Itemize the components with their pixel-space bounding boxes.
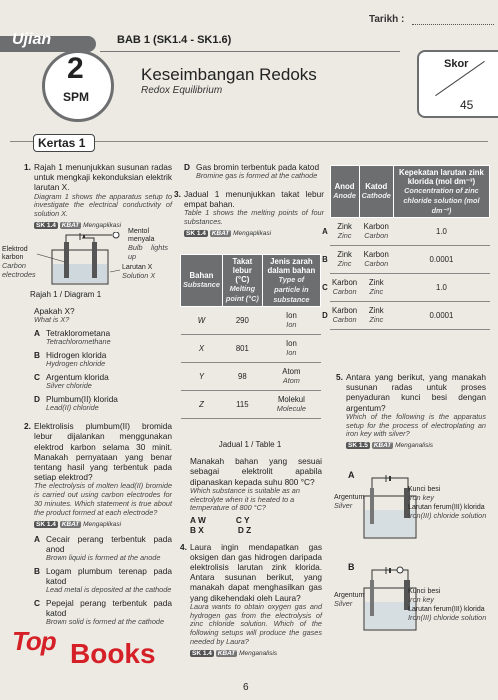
silver-label-b: Argentum Silver (334, 592, 365, 608)
column-2-lower (180, 440, 322, 660)
question-number: 4. (180, 541, 187, 552)
question-number: 1. (24, 162, 31, 172)
question-text-en: Laura wants to obtain oxygen gas and hydrogen gas from the electrolysis of zinc chloride solution. Which of the following setups will produce the gases needed by Laura? (190, 601, 322, 647)
topbooks-logo: Top Books (12, 626, 156, 669)
table-caption: Jadual 1 / Table 1 (218, 440, 282, 449)
question-text-en: Which of the following is the apparatus setup for the process of electroplating an iron key with silver? (346, 411, 486, 439)
electrode-label: Elektrod karbon Carbon electrodes (2, 246, 36, 279)
question-text-en: Diagram 1 shows the apparatus setup to investigate the electrical conductivity of solution X. (34, 191, 172, 219)
option-d[interactable]: D Plumbum(II) klorida Lead(II) chloride (34, 394, 118, 413)
table-row[interactable]: B Zink Zinc Karbon Carbon 0.0001 (320, 246, 490, 274)
silver-label-a: Argentum Silver (334, 494, 365, 510)
question-ask-en: What is X? (34, 315, 70, 325)
option-d[interactable]: D Gas bromin terbentuk pada katod Bromine gas is formed at the cathode (184, 162, 320, 181)
iron-key-label-b: Kunci besi Iron key (408, 588, 441, 604)
solution-label-b: Larutan ferum(III) klorida Iron(III) chloride solution (408, 606, 487, 622)
question-text: Elektrolisis plumbum(II) bromida lebur dijalankan menggunakan elektrod karbon selama 30 minit. Manakah pernyataan yang benar tentang hasil yang terbentuk pada setiap elektrod? (34, 421, 172, 483)
option-a-letter[interactable]: A (348, 470, 355, 480)
option-b[interactable]: B Hidrogen klorida Hydrogen chloride (34, 350, 107, 369)
skill-tag: SK 1.4 KBAT Menganalisis (192, 649, 278, 657)
chapter-label: BAB 1 (SK1.4 - SK1.6) (117, 34, 232, 46)
column-2 (174, 162, 324, 240)
question-3 (174, 189, 324, 240)
option-a[interactable]: A Tetraklorometana Tetrachloromethane (34, 328, 111, 347)
col-header-takat: Takat lebur (°C) Melting point (°C) (222, 255, 262, 307)
diagram-1 (2, 228, 172, 290)
option-b[interactable]: B Logam plumbum terenap pada katod Lead metal is deposited at the cathode (34, 565, 172, 595)
question-text: Rajah 1 menunjukkan susunan radas untuk mengkaji kekonduksian elektrik larutan X. (34, 162, 172, 193)
skill-tag: SK 1.5 KBAT Menganalisis (348, 442, 434, 450)
question-text-en: Table 1 shows the melting points of four substances. (184, 208, 324, 227)
option-d[interactable]: D Z (237, 525, 252, 536)
options-row-2 (190, 525, 322, 535)
table-row[interactable]: A Zink Zinc Karbon Carbon 1.0 (320, 218, 490, 246)
table-row: X 801 Ion Ion (181, 335, 321, 363)
column-3-lower (336, 372, 486, 452)
col-header-katod: Katod Cathode (359, 166, 393, 218)
question-text: Laura ingin mendapatkan gas oksigen dan gas hidrogen daripada elektrolisis larutan zink klorida. Antara susunan berikut, yang manakah dapat menghasilkan gas yang dikehendaki oleh Laura? (190, 541, 322, 603)
col-header-anod: Anod Anode (330, 166, 359, 218)
page-number: 6 (243, 682, 249, 693)
table-row[interactable]: C Karbon Carbon Zink Zinc 1.0 (320, 273, 490, 301)
col-header-bahan: Bahan Substance (181, 255, 223, 307)
col-header-jenis: Jenis zarah dalam bahan Type of particle in substance (262, 255, 320, 307)
question-number: 2. (24, 421, 31, 432)
skill-tag: SK 1.4 KBAT Mengaplikasi (186, 230, 272, 237)
option-c[interactable]: C Pepejal perang terbentuk pada katod Brown solid is formed at the cathode (34, 598, 172, 627)
date-label: Tarikh : (369, 14, 405, 25)
question-1 (2, 162, 172, 413)
table-row: Z 115 Molekul Molecule (181, 390, 321, 418)
section-label: Kertas 1 (33, 134, 95, 152)
iron-key-label-a: Kunci besi Iron key (408, 486, 441, 502)
page-title: Keseimbangan Redoks (141, 65, 317, 84)
option-a[interactable]: A Cecair perang terbentuk pada anod Brown liquid is formed at the anode (34, 533, 172, 563)
solution-label: Larutan X Solution X (122, 264, 156, 280)
score-total: 45 (460, 98, 474, 112)
diagram-caption: Rajah 1 / Diagram 1 (30, 290, 102, 299)
question-text: Jadual 1 menunjukkan takat lebur empat bahan. (184, 189, 324, 210)
column-1 (2, 162, 172, 627)
skill-tag: SK 1.4 KBAT Mengaplikasi (36, 520, 122, 528)
solution-label-a: Larutan ferum(III) klorida Iron(III) chloride solution (408, 504, 487, 520)
table-2 (320, 165, 490, 330)
ujian-label: Ujian (12, 31, 52, 48)
question-5 (336, 372, 486, 452)
question-2 (24, 421, 172, 627)
question-text: Antara yang berikut, yang manakah susunan radas untuk proses penyaduran kunci besi dengan argentum? (346, 372, 486, 413)
table-row[interactable]: D Karbon Carbon Zink Zinc 0.0001 (320, 301, 490, 329)
date-line (412, 24, 494, 25)
question-ask: Apakah X? (34, 306, 75, 317)
question-ask: Manakah bahan yang sesuai sebagai elektrolit apabila dipanaskan kepada suhu 800 °C? (190, 456, 322, 487)
table-1 (180, 254, 321, 419)
page-subtitle: Redox Equilibrium (141, 85, 223, 96)
question-text-en: The electrolysis of molten lead(II) bromide is carried out using carbon electrodes for 30 minutes. Which statement is true about the product formed at each electrode? (34, 481, 172, 517)
options-row-1 (190, 515, 322, 525)
bulb-label: Mentol menyala Bulb lights up (128, 228, 168, 261)
test-number: 2 (67, 52, 84, 85)
option-b-letter[interactable]: B (348, 562, 355, 572)
option-c[interactable]: C Argentum klorida Silver chloride (34, 372, 109, 391)
question-ask-en: Which substance is suitable as an electrolyte when it is heated to a temperature of 800 °C? (190, 485, 300, 513)
option-c[interactable]: C Y (235, 515, 250, 526)
question-4 (180, 541, 322, 660)
question-number: 5. (336, 372, 343, 382)
table-row: W 290 Ion Ion (181, 307, 321, 335)
col-header-kepekatan: Kepekatan larutan zink klorida (mol dm⁻³) Concentration of zinc chloride solution (mol dm⁻³) (393, 166, 489, 218)
question-number: 3. (174, 189, 181, 199)
table-row: Y 98 Atom Atom (181, 362, 321, 390)
test-spm-label: SPM (63, 90, 90, 104)
score-label: Skor (444, 58, 469, 70)
option-b[interactable]: B X (190, 525, 204, 536)
option-a[interactable]: A W (190, 515, 206, 526)
skill-tag: SK 1.4 KBAT Mengaplikasi (36, 222, 122, 229)
